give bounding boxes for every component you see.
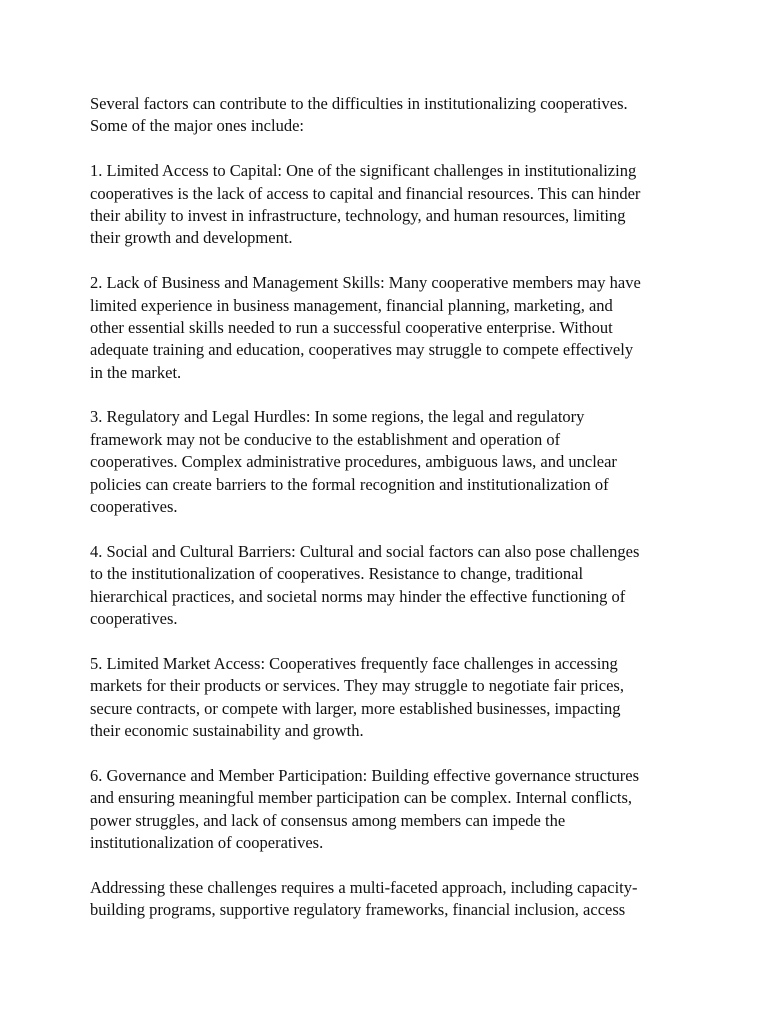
intro-paragraph (90, 93, 690, 138)
paragraph-line: to the institutionalization of cooperatives. Resistance to change, traditional (90, 564, 584, 584)
paragraph-line: their ability to invest in infrastructure, technology, and human resources, limiting (90, 205, 626, 225)
paragraph-line: cooperatives. (90, 497, 178, 517)
paragraph-line: framework may not be conducive to the establishment and operation of (90, 429, 561, 449)
conclusion-paragraph (90, 877, 690, 922)
paragraph-line: hierarchical practices, and societal norms may hinder the effective functioning of (90, 586, 626, 606)
paragraph-line: building programs, supportive regulatory frameworks, financial inclusion, access (90, 900, 626, 920)
paragraph-line: Addressing these challenges requires a multi-faceted approach, including capacity- (90, 877, 638, 897)
list-item-4 (90, 541, 690, 631)
paragraph-line: adequate training and education, cooperatives may struggle to compete effectively (90, 340, 634, 360)
paragraph-line: power struggles, and lack of consensus among members can impede the (90, 810, 566, 830)
list-item-5 (90, 653, 690, 743)
paragraph-line: their economic sustainability and growth. (90, 720, 364, 740)
list-item-3 (90, 406, 690, 518)
paragraph-line: 4. Social and Cultural Barriers: Cultural and social factors can also pose challenges (90, 541, 640, 561)
paragraph-line: cooperatives is the lack of access to capital and financial resources. This can hinder (90, 183, 641, 203)
paragraph-line: in the market. (90, 362, 182, 382)
paragraph-line: 2. Lack of Business and Management Skills: Many cooperative members may have (90, 273, 641, 293)
paragraph-line: secure contracts, or compete with larger, more established businesses, impacting (90, 698, 621, 718)
paragraph-line: limited experience in business management, financial planning, marketing, and (90, 295, 613, 315)
document-body (90, 93, 690, 921)
paragraph-line: policies can create barriers to the formal recognition and institutionalization of (90, 474, 609, 494)
paragraph-line: Some of the major ones include: (90, 116, 304, 136)
paragraph-line: cooperatives. (90, 608, 178, 628)
paragraph-line: cooperatives. Complex administrative procedures, ambiguous laws, and unclear (90, 452, 617, 472)
paragraph-line: markets for their products or services. They may struggle to negotiate fair prices, (90, 676, 624, 696)
list-item-6 (90, 765, 690, 855)
paragraph-line: 6. Governance and Member Participation: Building effective governance structures (90, 765, 640, 785)
paragraph-line: 1. Limited Access to Capital: One of the significant challenges in institutionalizing (90, 161, 637, 181)
paragraph-line: 5. Limited Market Access: Cooperatives frequently face challenges in accessing (90, 653, 618, 673)
list-item-1 (90, 160, 690, 250)
list-item-2 (90, 272, 690, 384)
paragraph-line: Several factors can contribute to the difficulties in institutionalizing cooperatives. (90, 94, 628, 113)
paragraph-line: institutionalization of cooperatives. (90, 832, 324, 852)
paragraph-line: other essential skills needed to run a successful cooperative enterprise. Without (90, 317, 613, 337)
paragraph-line: and ensuring meaningful member participation can be complex. Internal conflicts, (90, 788, 633, 808)
paragraph-line: their growth and development. (90, 228, 293, 248)
paragraph-line: 3. Regulatory and Legal Hurdles: In some regions, the legal and regulatory (90, 407, 585, 427)
